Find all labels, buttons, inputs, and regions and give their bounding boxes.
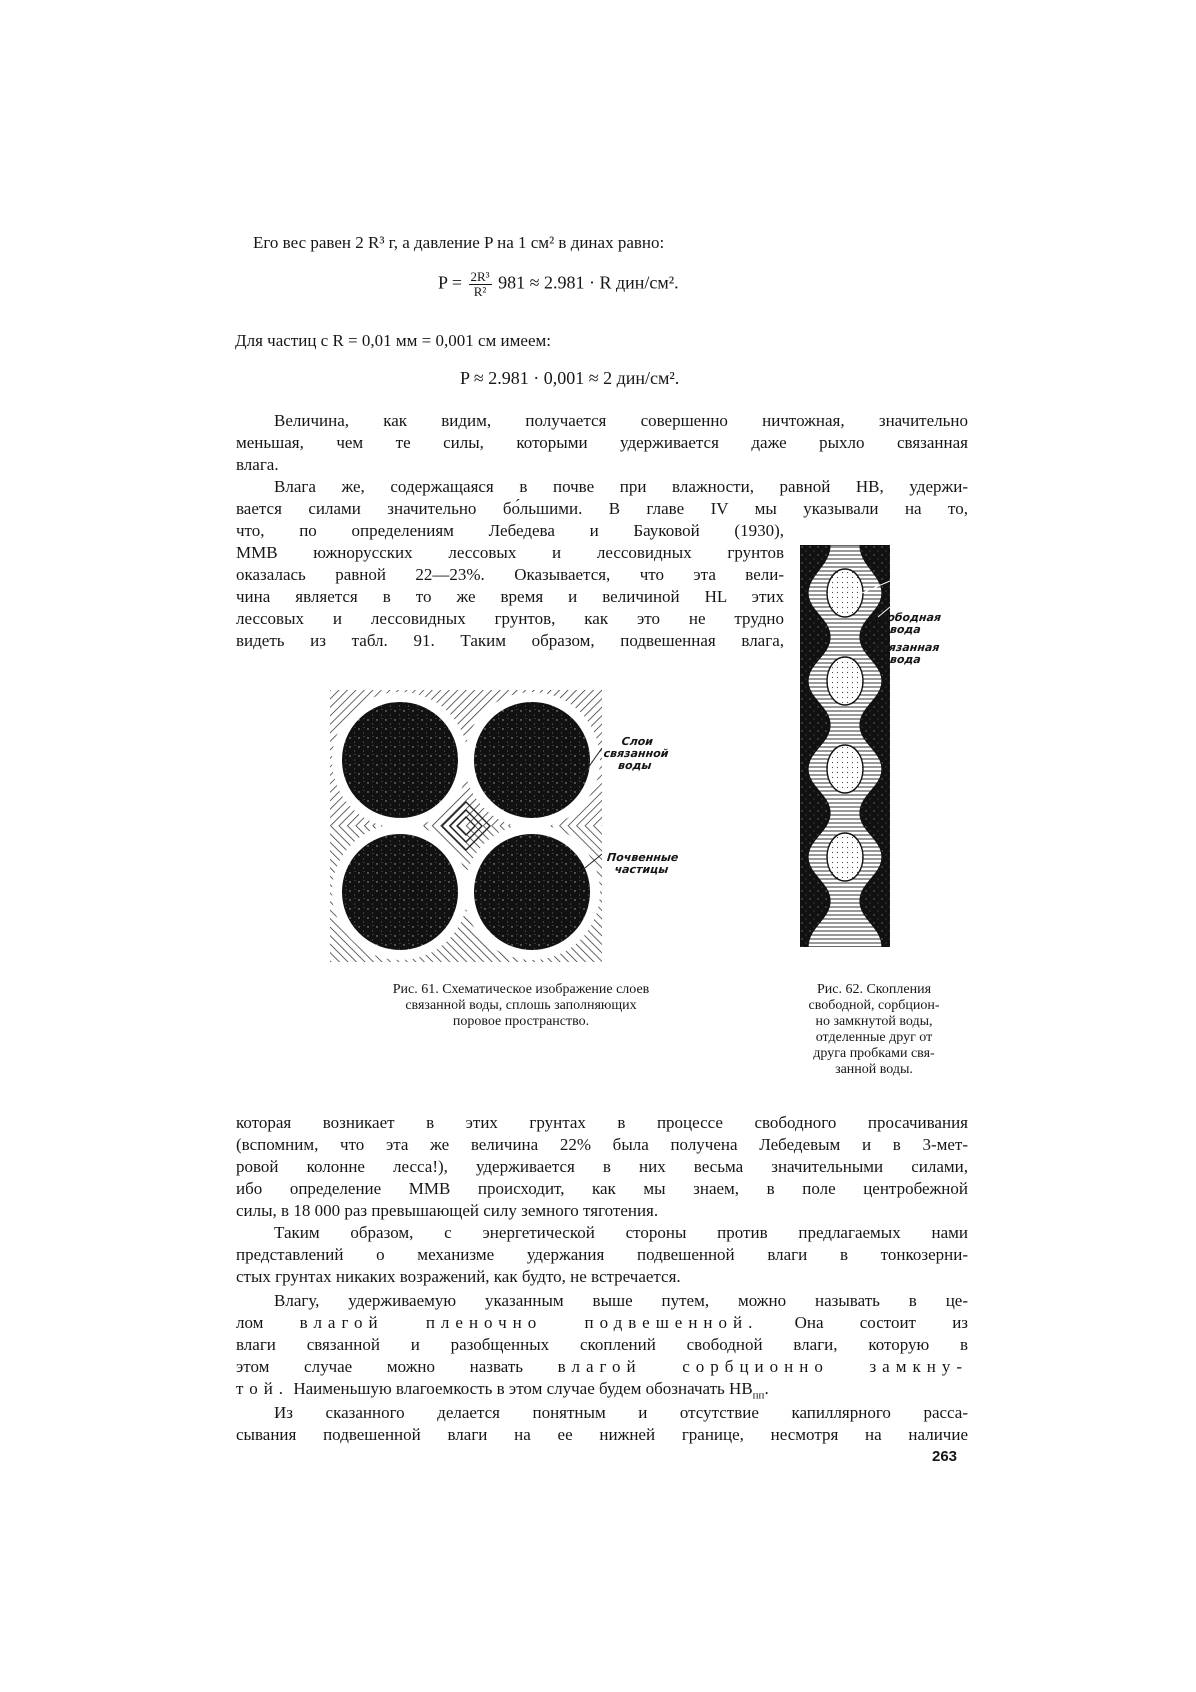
formula-particle-pressure: P ≈ 2.981 · 0,001 ≈ 2 дин/см².: [460, 368, 680, 388]
figure-62-water-column: [800, 545, 890, 947]
line-term-sorption: этом случае можно назвать влагой сорбционно замкну-: [236, 1357, 968, 1376]
paragraph-moisture-wrapped: что, по определениям Лебедева и Бауковой (1930), ММВ южнорусских лессовых и лессовидных грунтов оказалась равной 22—23%. Оказывается, что эта вели- чина является в то же время и величиной НL этих лессовых и лессовидных грунтов, как это не трудно видеть из табл. 91. Таким образом, подвешенная влага,: [236, 521, 784, 650]
term-film-suspended: влагой пленочно подвешенной.: [299, 1313, 759, 1332]
paragraph-weight: Его вес равен 2 R³ г, а давление P на 1 см² в динах равно:: [253, 233, 665, 252]
label-bound-water: Связанная вода: [873, 641, 941, 666]
caption-figure-62: Рис. 62. Скопления свободной, сорбцион- но замкнутой воды, отделенные друг от друга пробками свя- занной воды.: [808, 982, 940, 1077]
fraction: $\frac{\text{2R³}}{\text{R²}}$: [470, 269, 490, 299]
paragraph-film-suspended: Влагу, удерживаемую указанным выше путем, можно называть в це- лом влагой пленочно подвешенной. Она состоит из влаги связанной и разобщенных скоплений свободной влаги, которую в этом случае можно назвать влагой сорбционно замкну- той. Наименьшую влагоемкость в этом случае будем обозначать $НВ_{пп}$.: [236, 1290, 968, 1406]
paragraph-moisture: Влага же, содержащаяся в почве при влажности, равной НВ, удержи- вается силами значительно бо́льшими. В главе IV мы указывали на то,: [236, 477, 968, 518]
paragraph-value: Величина, как видим, получается совершенно ничтожная, значительно меньшая, чем те силы, которыми удерживается даже рыхло связанная влага.: [236, 411, 968, 474]
formula-pressure: P = $\frac{\text{2R³}}{\text{R²}}$ 981 ≈ 2.981 · R дин/см².: [438, 269, 679, 299]
figure-61-bound-water: [330, 690, 602, 962]
label-free-water: Свободная вода: [871, 611, 942, 636]
term-sorption-closed: влагой сорбционно замкну-: [557, 1357, 968, 1376]
paragraph-energy: Таким образом, с энергетической стороны против предлагаемых нами представлений о механизме удержания подвешенной влаги в тонкозерни- стых грунтах никаких возражений, как будто, не встречается.: [236, 1223, 968, 1286]
label-bound-water-layers: Слои связанной воды: [602, 735, 670, 772]
paragraph-particles: Для частиц с R = 0,01 мм = 0,001 см имеем:: [235, 331, 551, 350]
paragraph-continuation: которая возникает в этих грунтах в процессе свободного просачивания (вспомним, что эта же величина 22% была получена Лебедевым и в 3-мет- ровой колонне лесса!), удерживается в них весьма значительными силами, ибо определение ММВ происходит, как мы знаем, в поле центробежной силы, в 18 000 раз превышающей силу земного тяготения.: [236, 1113, 968, 1220]
caption-figure-61: Рис. 61. Схематическое изображение слоев связанной воды, сплошь заполняющих поровое пространство.: [392, 982, 650, 1029]
line-hv: той. Наименьшую влагоемкость в этом случае будем обозначать $НВ_{пп}$.: [236, 1379, 769, 1402]
page-number: 263: [932, 1448, 958, 1465]
line-term-film: лом влагой пленочно подвешенной. Она состоит из: [236, 1313, 969, 1332]
paragraph-last: Из сказанного делается понятным и отсутствие капиллярного расса- сывания подвешенной влаги на ее нижней границе, несмотря на наличие: [236, 1403, 968, 1444]
label-soil-particles: Почвенные частицы: [606, 851, 680, 876]
